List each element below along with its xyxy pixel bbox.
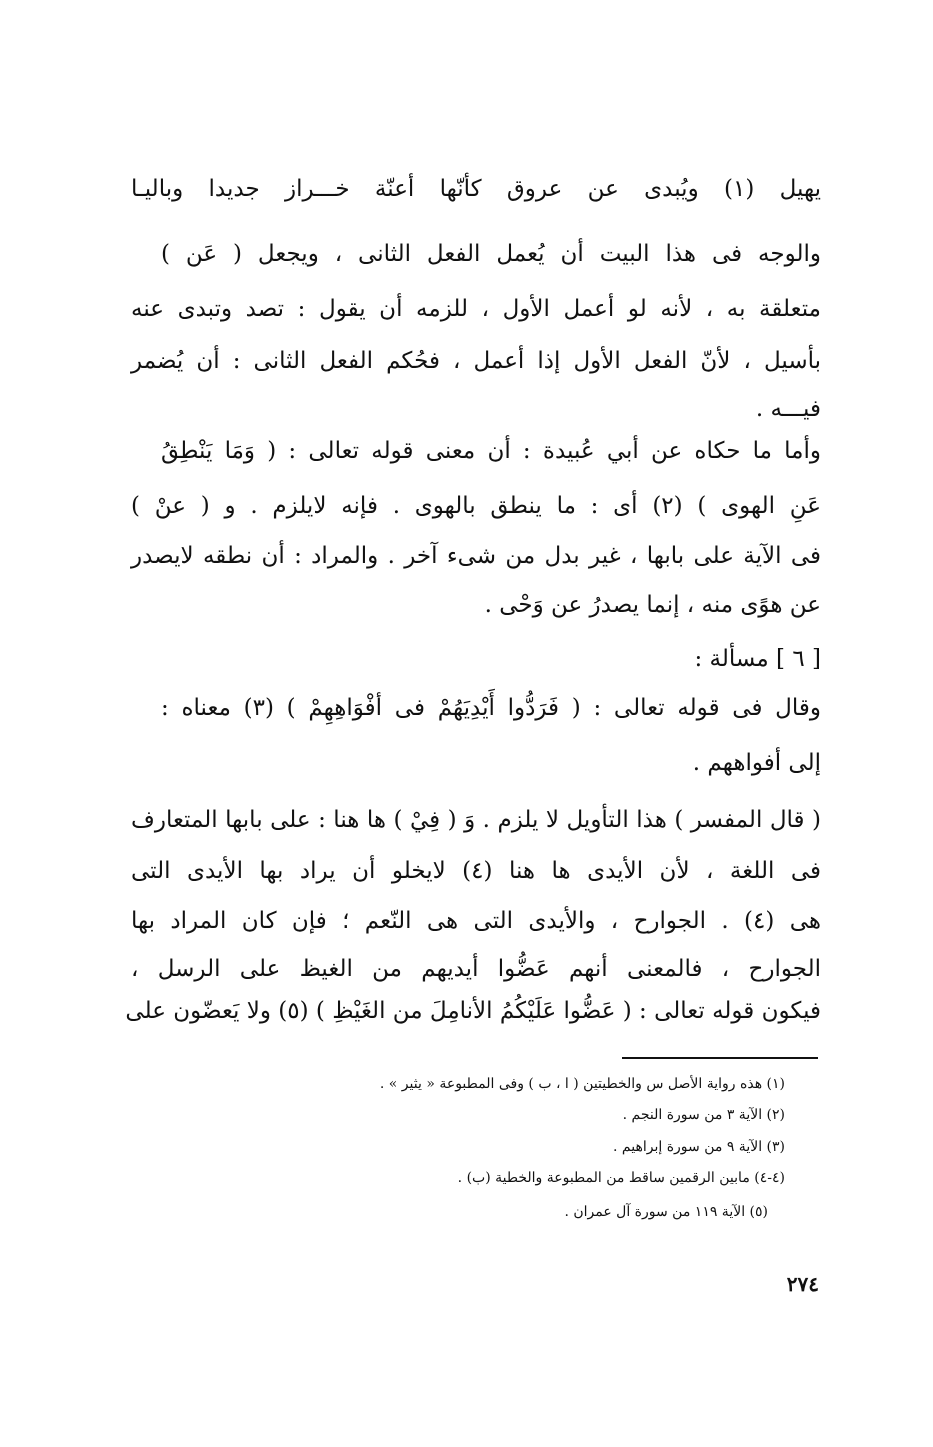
- body-line: ( قال المفسر ) هذا التأويل لا يلزم . وَ ( فِيْ ) ها هنا : على بابها المتعارف: [131, 807, 821, 833]
- body-line: فى اللغة ، لأن الأيدى ها هنا (٤) لايخلو أن يراد بها الأيدى التى: [131, 858, 821, 884]
- footnote: (٢) الآية ٣ من سورة النجم .: [622, 1107, 785, 1123]
- body-line: بأسيل ، لأنّ الفعل الأول إذا أعمل ، فحُكم الفعل الثانى : أن يُضمر: [131, 348, 821, 374]
- body-line: فيكون قوله تعالى : ( عَضُّوا عَلَيْكُمُ الأنامِلَ من الغَيْظِ ) (٥) ولا يَعضّون على: [125, 998, 821, 1024]
- body-line: والوجه فى هذا البيت أن يُعمل الفعل الثانى ، ويجعل ( عَن ): [161, 241, 821, 267]
- body-line: عَنِ الهوى ) (٢) أى : ما ينطق بالهوى . فإنه لايلزم . و ( عنْ ): [131, 493, 821, 519]
- body-line: فى الآية على بابها ، غير بدل من شىء آخر . والمراد : أن نطقه لايصدر: [131, 543, 821, 569]
- verse-line: يهيل (١) ويُبدى عن عروق كأنّها أعنّة خـــراز جديدا وباليـا: [131, 176, 821, 202]
- footnote: (٣) الآية ٩ من سورة إبراهيم .: [613, 1139, 785, 1155]
- body-line: هى (٤) . الجوارح ، والأيدى التى هى النّعم ؛ فإن كان المراد بها: [131, 908, 821, 934]
- section-heading: [ ٦ ] مسألة :: [694, 646, 821, 672]
- footnote-divider: [622, 1057, 818, 1059]
- footnote: (١) هذه رواية الأصل س والخطيتين ( ا ، ب ) وفى المطبوعة « يثير » .: [379, 1076, 785, 1092]
- body-line: وقال فى قوله تعالى : ( فَرَدُّوا أَيْدِيَهُمْ فى أفْوَاهِهِمْ ) (٣) معناه :: [161, 695, 822, 721]
- footnote: (٥) الآية ١١٩ من سورة آل عمران .: [564, 1204, 768, 1220]
- body-line: وأما ما حكاه عن أبي عُبيدة : أن معنى قوله تعالى : ( وَمَا يَنْطِقُ: [161, 438, 821, 464]
- body-line: عن هوًى منه ، إنما يصدرُ عن وَحْى .: [484, 592, 821, 618]
- footnote: (٤-٤) مابين الرقمين ساقط من المطبوعة والخطية (ب) .: [457, 1170, 785, 1186]
- body-line: إلى أفواههم .: [692, 750, 821, 776]
- body-line: فيـــه .: [755, 396, 821, 422]
- page-number: ٢٧٤: [786, 1272, 819, 1296]
- body-line: الجوارح ، فالمعنى أنهم عَضُّوا أيديهم من الغيظ على الرسل ،: [131, 956, 821, 982]
- body-line: متعلقة به ، لأنه لو أعمل الأول ، للزمه أن يقول : تصد وتبدى عنه: [131, 296, 821, 322]
